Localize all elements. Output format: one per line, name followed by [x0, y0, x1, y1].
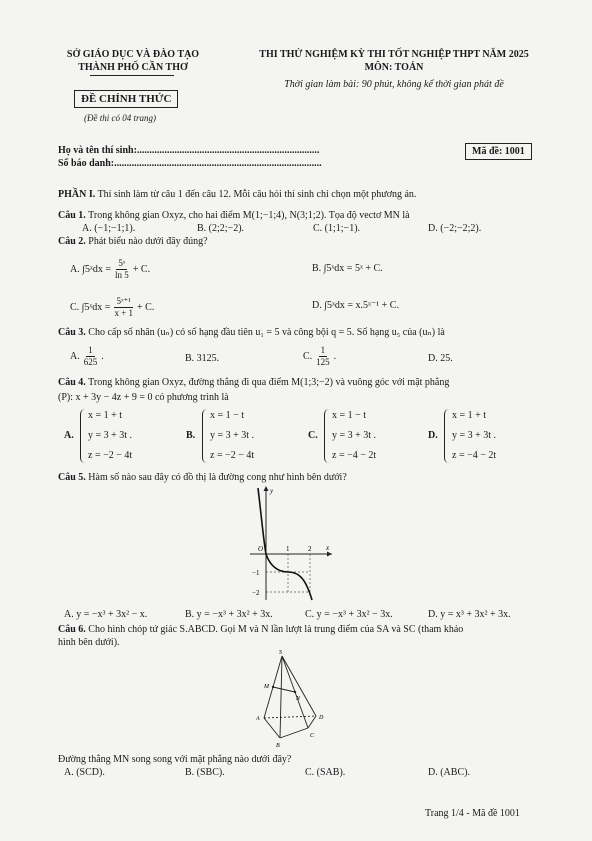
- q1-text: Trong không gian Oxyz, cho hai điểm M(1;−1;4), N(3;1;2). Tọa độ vectơ MN là: [88, 210, 410, 221]
- q3-a-letter: A.: [70, 351, 80, 362]
- label-c: C: [310, 733, 315, 739]
- x-axis-label: x: [326, 544, 330, 552]
- q5-option-c: C. y = −x³ + 3x² − 3x.: [305, 609, 393, 620]
- question-2: [58, 236, 208, 247]
- part1-instruction: Thí sinh làm từ câu 1 đến câu 12. Mỗi câu hỏi thí sinh chỉ chọn một phương án.: [97, 189, 417, 200]
- q4-label: Câu 4.: [58, 377, 86, 388]
- q3-c-numerator: 1: [320, 345, 326, 355]
- q4-a-brace: [80, 409, 85, 463]
- q1-option-c: C. (1;1;−1).: [313, 223, 361, 234]
- question-4: [58, 377, 449, 388]
- segment-mn: [273, 687, 295, 692]
- q4-b-line-3: z = −2 − 4t: [210, 450, 255, 461]
- q4-d-letter: D.: [428, 430, 438, 441]
- q2-c-lhs: C. ∫5ˣdx =: [70, 302, 111, 313]
- department-line-2: THÀNH PHỐ CẦN THƠ: [78, 62, 188, 73]
- candidate-name-line: Họ và tên thí sinh:.........................................................................: [58, 145, 320, 156]
- q3-option-d: D. 25.: [428, 353, 453, 364]
- q4-a-line-3: z = −2 − 4t: [88, 450, 133, 461]
- q4-c-line-3: z = −4 − 2t: [332, 450, 377, 461]
- q4-d-line-1: x = 1 + t: [452, 410, 487, 421]
- q6-option-a: A. (SCD).: [64, 767, 105, 778]
- exam-title: THI THỬ NGHIỆM KỲ THI TỐT NGHIỆP THPT NĂM 2025: [259, 49, 529, 60]
- header-divider: [90, 75, 174, 76]
- q2-a-fraction: [115, 258, 129, 281]
- q6-pyramid-figure: [250, 648, 340, 750]
- q3-option-b: B. 3125.: [185, 353, 220, 364]
- q1-option-a: A. (−1;−1;1).: [82, 223, 136, 234]
- q3-c-denominator: 125: [316, 357, 330, 367]
- q2-text: Phát biểu nào dưới đây đúng?: [88, 236, 208, 247]
- q4-a-line-2: y = 3 + 3t .: [88, 430, 133, 441]
- label-a: A: [256, 716, 260, 722]
- pages-note: (Đề thi có 04 trang): [84, 113, 156, 123]
- part1-title: PHẦN I.: [58, 189, 96, 200]
- y-axis-label: y: [270, 487, 274, 495]
- time-note: Thời gian làm bài: 90 phút, không kể thời gian phát đề: [284, 79, 504, 90]
- edge-bc: [280, 728, 308, 738]
- part1-header: [58, 189, 416, 200]
- q2-label: Câu 2.: [58, 236, 86, 247]
- q5-option-b: B. y = −x³ + 3x² + 3x.: [185, 609, 273, 620]
- tick-minus-1: −1: [252, 569, 260, 577]
- q2-option-a: [70, 258, 150, 281]
- q3-c-letter: C.: [303, 351, 313, 362]
- q3-a-numerator: 1: [88, 345, 93, 355]
- x-axis-arrow: [327, 552, 332, 557]
- page-footer: Trang 1/4 - Mã đề 1001: [425, 808, 520, 819]
- edge-sd: [282, 656, 316, 716]
- point-m: [272, 686, 274, 688]
- label-s: S: [279, 650, 282, 656]
- q2-c-constant: + C.: [137, 302, 155, 313]
- candidate-id-line: Số báo danh:...................................................................................: [58, 158, 322, 169]
- edge-sb: [280, 656, 282, 738]
- q4-d-line-3: z = −4 − 2t: [452, 450, 497, 461]
- q3-a-fraction: [84, 345, 98, 368]
- exam-code: Mã đề: 1001: [465, 143, 532, 160]
- tick-1: 1: [286, 545, 290, 553]
- q6-option-c: C. (SAB).: [305, 767, 346, 778]
- q5-function-graph: [246, 482, 336, 604]
- q2-a-lhs: A. ∫5ˣdx =: [70, 264, 111, 275]
- tick-minus-2: −2: [252, 589, 260, 597]
- question-1: [58, 210, 410, 221]
- q3-a-period: .: [101, 351, 104, 362]
- q3-option-a: [70, 345, 104, 368]
- q4-b-line-1: x = 1 − t: [210, 410, 245, 421]
- q4-a-line-1: x = 1 + t: [88, 410, 123, 421]
- label-n: N: [296, 696, 301, 702]
- q3-text: Cho cấp số nhân (uₙ) có số hạng đầu tiên u₁ = 5 và công bội q = 5. Số hạng u₅ của (uₙ) là: [88, 327, 445, 338]
- department-line-1: SỞ GIÁO DỤC VÀ ĐÀO TẠO: [66, 49, 200, 60]
- q1-label: Câu 1.: [58, 210, 86, 221]
- q4-b-brace: [202, 409, 207, 463]
- q5-option-d: D. y = x³ + 3x² + 3x.: [428, 609, 511, 620]
- q2-c-fraction: [114, 296, 133, 319]
- q3-c-fraction: [316, 345, 330, 368]
- q4-text-line-1: Trong không gian Oxyz, đường thẳng đi qua điểm M(1;3;−2) và vuông góc với mặt phẳng: [88, 377, 450, 388]
- official-label: ĐỀ CHÍNH THỨC: [74, 90, 178, 108]
- q1-option-b: B. (2;2;−2).: [197, 223, 245, 234]
- q3-label: Câu 3.: [58, 327, 86, 338]
- y-axis-arrow: [264, 486, 269, 491]
- q4-c-line-2: y = 3 + 3t .: [332, 430, 377, 441]
- q4-a-letter: A.: [64, 430, 74, 441]
- q6-option-d: D. (ABC).: [428, 767, 470, 778]
- origin-label: O: [258, 545, 264, 553]
- point-n: [294, 691, 296, 693]
- edge-ab: [264, 718, 280, 738]
- q6-option-b: B. (SBC).: [185, 767, 225, 778]
- q2-a-denominator: ln 5: [115, 270, 129, 280]
- q3-a-denominator: 625: [83, 357, 98, 367]
- label-m: M: [264, 684, 269, 690]
- q4-b-letter: B.: [186, 430, 196, 441]
- q2-a-numerator: 5ˣ: [118, 258, 126, 268]
- q6-text-line-1: Cho hình chóp tứ giác S.ABCD. Gọi M và N lần lượt là trung điểm của SA và SC (tham khảo: [88, 624, 464, 635]
- q2-option-b: B. ∫5ˣdx = 5ˣ + C.: [312, 263, 383, 274]
- subject: MÔN: TOÁN: [364, 62, 424, 73]
- q1-option-d: D. (−2;−2;2).: [428, 223, 482, 234]
- label-b: B: [276, 743, 280, 749]
- question-6: [58, 624, 463, 635]
- q2-a-constant: + C.: [132, 264, 151, 275]
- q6-label: Câu 6.: [58, 624, 86, 635]
- q6-question: Đường thẳng MN song song với mặt phẳng nào dưới đây?: [58, 754, 292, 765]
- q4-d-brace: [444, 409, 449, 463]
- q3-c-period: .: [333, 351, 337, 362]
- q4-c-line-1: x = 1 − t: [332, 410, 367, 421]
- q3-option-c: [303, 345, 336, 368]
- q5-option-a: A. y = −x³ + 3x² − x.: [64, 609, 148, 620]
- q5-label: Câu 5.: [58, 472, 86, 483]
- q4-b-line-2: y = 3 + 3t .: [210, 430, 255, 441]
- label-d: D: [319, 715, 324, 721]
- q6-text-line-2: hình bên dưới).: [58, 637, 120, 648]
- q2-option-c: [70, 296, 154, 319]
- q4-d-line-2: y = 3 + 3t .: [452, 430, 497, 441]
- tick-2: 2: [308, 545, 312, 553]
- q2-c-denominator: x + 1: [114, 308, 134, 318]
- edge-ad-hidden: [264, 716, 316, 718]
- question-3: [58, 327, 445, 338]
- edge-cd: [308, 716, 316, 728]
- q5-text: Hàm số nào sau đây có đồ thị là đường cong như hình bên dưới?: [88, 472, 347, 483]
- q4-c-letter: C.: [308, 430, 318, 441]
- q4-text-line-2: (P): x + 3y − 4z + 9 = 0 có phương trình là: [58, 392, 229, 403]
- q2-c-numerator: 5ˣ⁺¹: [116, 296, 132, 306]
- q4-c-brace: [324, 409, 329, 463]
- q2-option-d: D. ∫5ˣdx = x.5ˣ⁻¹ + C.: [312, 300, 399, 311]
